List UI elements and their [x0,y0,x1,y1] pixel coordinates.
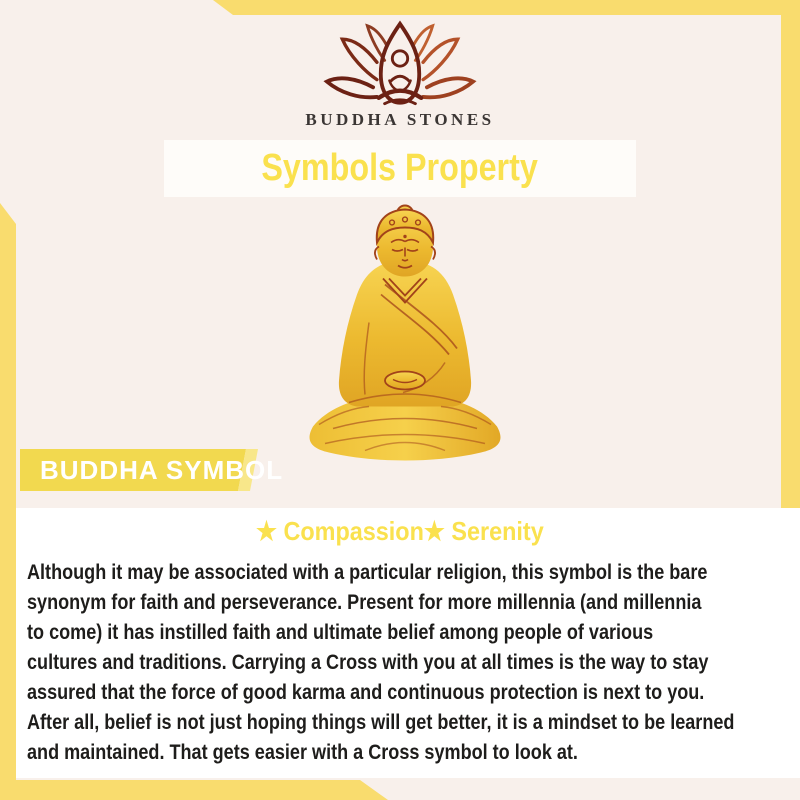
title-band [164,140,636,197]
frame-bar-bottom [0,780,388,800]
traits-line [0,516,800,547]
traits-text: ★ Compassion★ Serenity [256,516,544,546]
description-line: Although it may be associated with a particular religion, this symbol is the bare [27,561,708,584]
description-line: cultures and traditions. Carrying a Cross with you at all times is the way to stay [27,651,709,674]
description-paragraph [27,558,800,768]
lotus-meditation-logo-icon [320,20,480,120]
frame-bar-top [0,0,800,15]
page-title: Symbols Property [261,147,539,189]
frame-bar-left [0,203,16,800]
description-line: synonym for faith and perseverance. Present for more millennia (and millennia [27,591,702,614]
frame-bar-right [781,0,800,595]
category-badge: BUDDHA SYMBOL [40,455,284,485]
description-line: assured that the force of good karma and continuous protection is next to you. [27,681,705,704]
description-line: After all, belief is not just hoping things will get better, it is a mindset to be learned [27,711,735,734]
description-line: to come) it has instilled faith and ultimate belief among people of various [27,621,654,644]
golden-buddha-statue-icon [295,202,515,468]
description-line: and maintained. That gets easier with a Cross symbol to look at. [27,741,578,764]
brand-name: BUDDHA STONES [305,110,495,129]
category-ribbon [20,449,284,491]
